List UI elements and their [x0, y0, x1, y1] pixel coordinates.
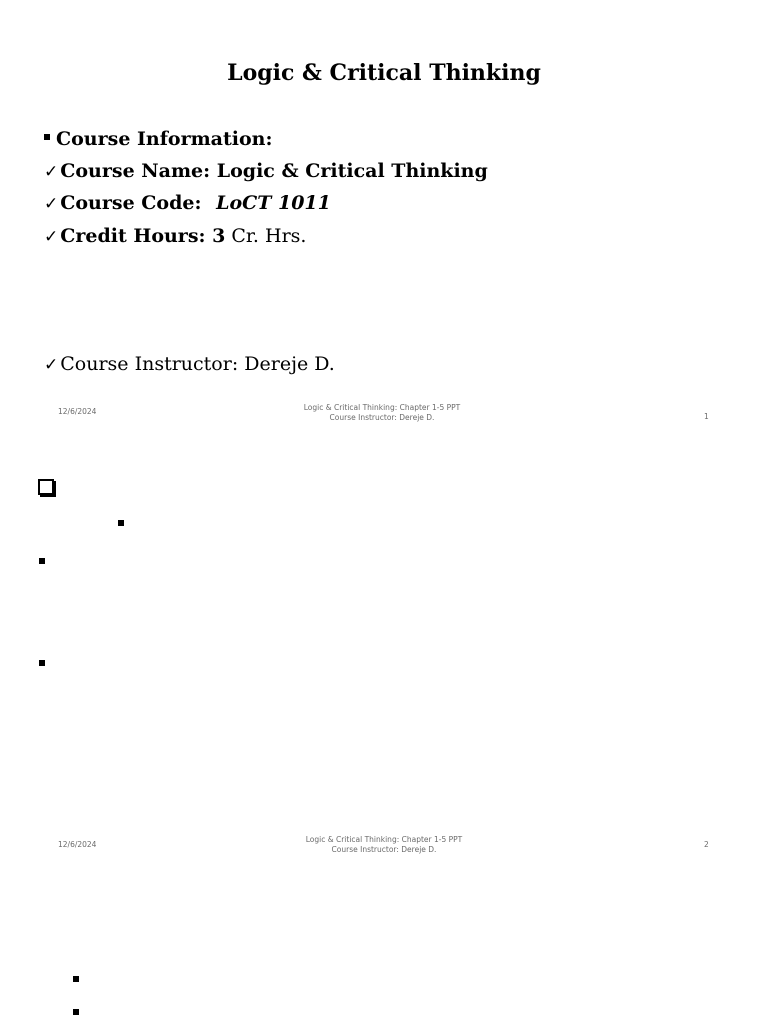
checkmark-icon: ✓ [44, 194, 59, 214]
footer-center [264, 835, 504, 855]
checkmark-icon: ✓ [44, 355, 59, 375]
checkmark-icon: ✓ [44, 162, 59, 182]
footer-page-number: 2 [704, 840, 709, 849]
footer-title: Logic & Critical Thinking: Chapter 1-5 PPT [303, 403, 461, 412]
course-code-line [44, 190, 331, 217]
slide-title: Logic & Critical Thinking [227, 60, 541, 86]
instructor-line [44, 351, 335, 378]
checkmark-icon: ✓ [44, 227, 59, 247]
footer-instructor: Course Instructor: Dereje D. [329, 413, 435, 422]
footer-center [262, 403, 502, 423]
course-info-heading [44, 126, 273, 152]
footer-page-number: 1 [704, 412, 709, 421]
square-bullet-icon [73, 1009, 79, 1015]
footer-instructor: Course Instructor: Dereje D. [331, 845, 437, 854]
hollow-square-bullet-icon [38, 479, 54, 495]
course-code-value: LoCT 1011 [216, 192, 331, 214]
footer-title: Logic & Critical Thinking: Chapter 1-5 PPT [305, 835, 463, 844]
instructor-text: Course Instructor: Dereje D. [60, 353, 335, 375]
square-bullet-icon [44, 134, 50, 140]
footer-date: 12/6/2024 [58, 840, 97, 849]
course-info-label: Course Information: [56, 128, 273, 150]
credit-hours-line [44, 223, 306, 250]
credit-hours-label: Credit Hours: 3 [60, 225, 226, 247]
footer-date: 12/6/2024 [58, 407, 97, 416]
square-bullet-icon [39, 558, 45, 564]
credit-hours-unit: Cr. Hrs. [225, 225, 307, 247]
square-bullet-icon [73, 976, 79, 982]
square-bullet-icon [118, 520, 124, 526]
course-name-text: Course Name: Logic & Critical Thinking [60, 160, 488, 182]
course-name-line [44, 158, 488, 185]
course-code-label: Course Code: [60, 192, 209, 214]
square-bullet-icon [39, 660, 45, 666]
